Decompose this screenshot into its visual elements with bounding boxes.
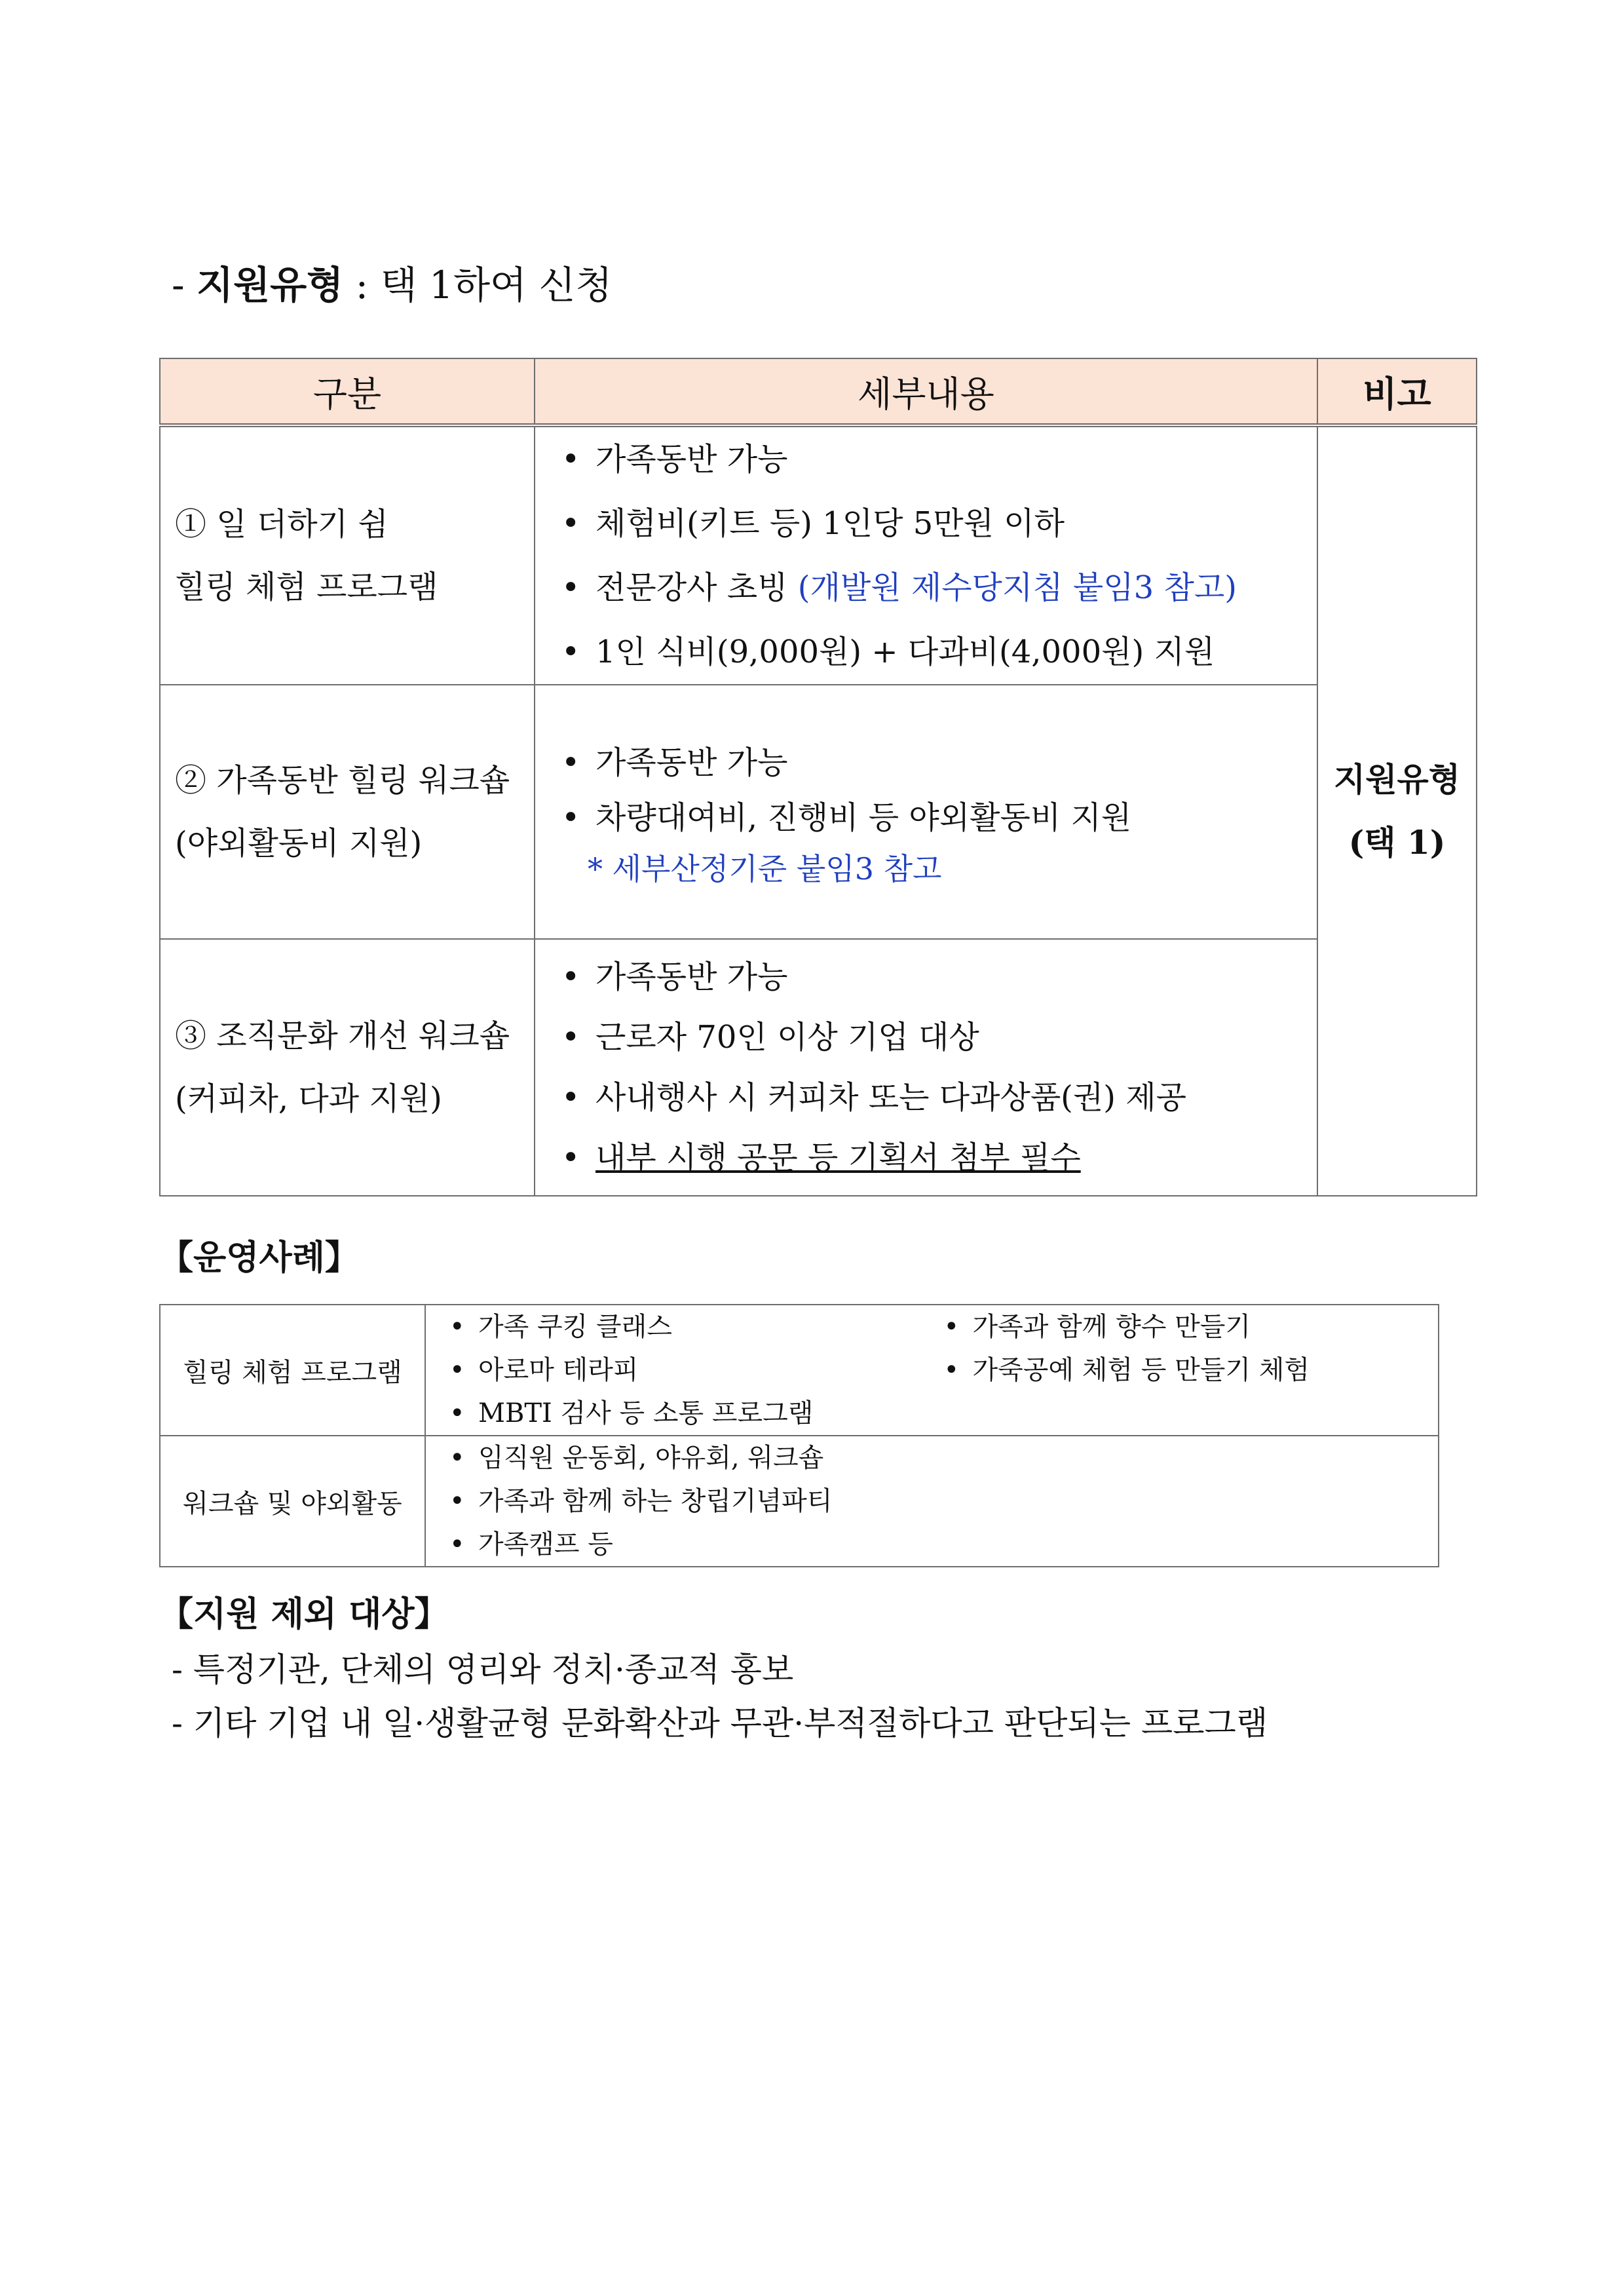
table-row	[160, 1305, 1439, 1436]
list-item: • 근로자 70인 이상 기업 대상	[561, 1007, 1317, 1067]
row-category	[160, 685, 535, 939]
header-category: 구분	[160, 358, 535, 425]
row-detail	[535, 939, 1317, 1196]
row-detail	[535, 685, 1317, 939]
list-item: • 가족과 함께 하는 창립기념파티	[449, 1480, 1438, 1523]
reference-note: * 세부산정기준 붙임3 참고	[588, 851, 942, 887]
list-item: • 1인 식비(9,000원) + 다과비(4,000원) 지원	[561, 620, 1317, 684]
list-item: • 사내행사 시 커피차 또는 다과상품(권) 제공	[561, 1067, 1317, 1128]
table-row	[160, 685, 1477, 939]
list-item-text: 전문강사 초빙	[595, 569, 798, 606]
reference-note: (개발원 제수당지침 붙임3 참고)	[797, 569, 1237, 606]
category-line: 힐링 체험 프로그램	[175, 569, 438, 605]
list-item: • 가족동반 가능	[561, 427, 1317, 491]
list-item: • 체험비(키트 등) 1인당 5만원 이하	[561, 491, 1317, 556]
row-detail	[535, 425, 1317, 685]
examples-table	[159, 1304, 1439, 1567]
example-items	[425, 1305, 1439, 1436]
support-type-table	[159, 358, 1477, 1196]
exclusion-item: - 특정기관, 단체의 영리와 정치·종교적 홍보	[172, 1651, 794, 1689]
list-item	[561, 556, 1317, 620]
list-item: • 가죽공예 체험 등 만들기 체험	[944, 1349, 1439, 1392]
exclusion-item: - 기타 기업 내 일·생활균형 문화확산과 무관·부적절하다고 판단되는 프로그램	[172, 1704, 1268, 1742]
table-row	[160, 939, 1477, 1196]
header-remark: 비고	[1317, 358, 1477, 425]
remark-line: (택 1)	[1348, 823, 1446, 862]
heading-label: 지원유형	[197, 263, 344, 307]
table-header-row	[160, 358, 1477, 425]
category-line: ② 가족동반 힐링 워크숍	[175, 762, 510, 799]
table-row	[160, 1436, 1439, 1567]
remark-line: 지원유형	[1333, 760, 1461, 799]
list-item: • 가족동반 가능	[561, 735, 1317, 790]
header-detail: 세부내용	[535, 358, 1317, 425]
category-line: ① 일 더하기 쉼	[175, 506, 388, 543]
remark-cell	[1317, 425, 1477, 1196]
category-line: (커피차, 다과 지원)	[175, 1081, 442, 1117]
list-item: • 가족캠프 등	[449, 1523, 1438, 1566]
category-line: ③ 조직문화 개선 워크숍	[175, 1018, 510, 1054]
row-category	[160, 939, 535, 1196]
category-line: (야외활동비 지원)	[175, 825, 423, 862]
list-item: • 임직원 운동회, 야유회, 워크숍	[449, 1436, 1438, 1480]
example-items	[425, 1436, 1439, 1567]
list-item: • 가족과 함께 향수 만들기	[944, 1305, 1439, 1349]
exclusions-title: 【지원 제외 대상】	[159, 1594, 449, 1634]
list-item: • 가족동반 가능	[561, 947, 1317, 1007]
list-item: • MBTI 검사 등 소통 프로그램	[449, 1392, 944, 1435]
list-item: • 아로마 테라피	[449, 1349, 944, 1392]
list-item: • 가족 쿠킹 클래스	[449, 1305, 944, 1349]
example-category: 워크숍 및 야외활동	[160, 1436, 425, 1567]
examples-title: 【운영사례】	[159, 1238, 359, 1278]
heading-rest: : 택 1하여 신청	[343, 263, 613, 307]
list-item: • 차량대여비, 진행비 등 야외활동비 지원	[561, 790, 1317, 845]
list-item: • 내부 시행 공문 등 기획서 첨부 필수	[561, 1128, 1317, 1188]
page-heading	[172, 262, 613, 308]
row-category	[160, 425, 535, 685]
example-category: 힐링 체험 프로그램	[160, 1305, 425, 1436]
table-row	[160, 425, 1477, 685]
heading-prefix: -	[172, 263, 197, 307]
